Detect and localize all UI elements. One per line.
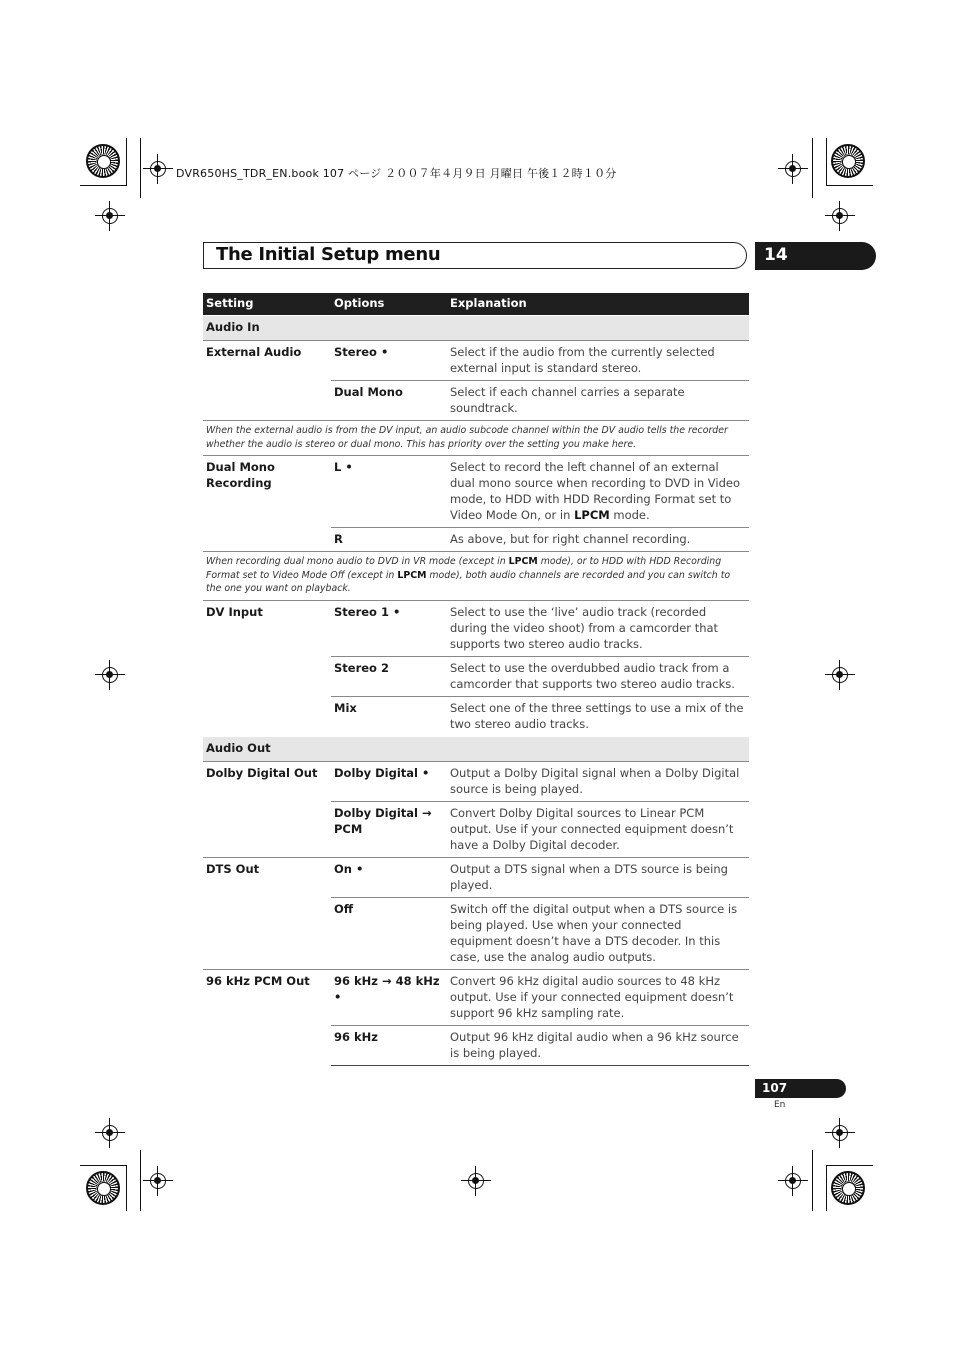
note-text: When the external audio is from the DV input, an audio subcode channel within the DV audio tells the recorder whether the audio is stereo or dual mono. This has priority over the setting you make here. xyxy=(203,421,749,456)
setting-name: 96 kHz PCM Out xyxy=(203,969,331,1065)
option-explanation: As above, but for right channel recording. xyxy=(447,528,749,552)
registration-burst-bottom-left xyxy=(86,1171,120,1205)
table-row xyxy=(203,600,749,656)
option-explanation xyxy=(447,456,749,528)
note-bold: LPCM xyxy=(397,569,427,581)
note-text xyxy=(203,552,749,601)
section-row-audio-in xyxy=(203,316,749,341)
setting-name: Dolby Digital Out xyxy=(206,765,318,780)
setting-name: DTS Out xyxy=(203,857,331,969)
option-explanation: Convert 96 kHz digital audio sources to 48 kHz output. Use if your connected equipment doesn’t support 96 kHz sampling rate. xyxy=(447,969,749,1025)
note-part: When recording dual mono audio to DVD in VR mode (except in xyxy=(206,556,506,567)
crosshair-mark xyxy=(150,161,166,177)
table-row xyxy=(203,341,749,381)
explanation-text: mode. xyxy=(613,508,650,522)
explanation-text: Select to record the left channel of an external dual mono source when recording to DVD in Video mode, to HDD with HDD Recording Format set to Video Mode On, or in xyxy=(450,460,741,522)
registration-burst-top-left xyxy=(86,144,120,178)
option-label: Off xyxy=(331,897,447,969)
page-number-tab: 107 xyxy=(755,1079,846,1098)
crop-mark xyxy=(826,138,827,186)
option-label: Dual Mono xyxy=(331,381,447,421)
crosshair-mark xyxy=(102,1125,118,1141)
option-explanation: Convert Dolby Digital sources to Linear PCM output. Use if your connected equipment doesn’t have a Dolby Digital decoder. xyxy=(447,801,749,857)
table-row xyxy=(203,761,749,801)
note-row xyxy=(203,552,749,601)
section-label: Audio Out xyxy=(203,736,749,761)
option-label: 96 kHz → 48 kHz • xyxy=(331,969,447,1025)
table-row xyxy=(203,456,749,528)
option-label: Mix xyxy=(331,696,447,736)
option-label: 96 kHz xyxy=(331,1025,447,1065)
setting-name: External Audio xyxy=(206,345,302,359)
crop-mark xyxy=(80,1165,127,1166)
crop-mark xyxy=(826,185,873,186)
page-title: The Initial Setup menu xyxy=(216,244,441,265)
crosshair-mark xyxy=(785,1173,801,1189)
option-explanation: Select to use the overdubbed audio track from a camcorder that supports two stereo audio tracks. xyxy=(447,656,749,696)
option-explanation: Select to use the ‘live’ audio track (recorded during the video shoot) from a camcorder that supports two stereo audio tracks. xyxy=(447,600,749,656)
crop-mark xyxy=(140,138,141,198)
registration-burst-top-right xyxy=(831,144,865,178)
crosshair-mark xyxy=(150,1173,166,1189)
table-row xyxy=(203,857,749,897)
option-label: R xyxy=(331,528,447,552)
header-setting: Setting xyxy=(203,293,331,316)
crop-mark xyxy=(812,1150,813,1211)
note-part: mode), or to HDD with HDD Recording Format set to Video Mode Off (except in xyxy=(206,556,722,581)
crosshair-mark xyxy=(468,1173,484,1189)
option-explanation: Select if each channel carries a separate soundtrack. xyxy=(447,381,749,421)
crosshair-mark xyxy=(832,667,848,683)
option-explanation: Output a Dolby Digital signal when a Dolby Digital source is being played. xyxy=(450,765,740,796)
crop-mark xyxy=(826,1165,827,1211)
section-row-audio-out xyxy=(203,736,749,761)
option-label: Stereo 1 • xyxy=(331,600,447,656)
option-label: Stereo 2 xyxy=(331,656,447,696)
crop-mark xyxy=(126,1165,127,1211)
option-label: L • xyxy=(331,456,447,528)
note-row xyxy=(203,421,749,456)
header-explanation: Explanation xyxy=(447,293,749,316)
crosshair-mark xyxy=(102,667,118,683)
settings-table xyxy=(203,293,749,1066)
option-label: Dolby Digital → PCM xyxy=(331,801,447,857)
option-explanation: Select if the audio from the currently selected external input is standard stereo. xyxy=(450,345,715,375)
explanation-bold: LPCM xyxy=(574,508,610,522)
crop-mark xyxy=(140,1150,141,1211)
crop-mark xyxy=(826,1165,873,1166)
option-explanation: Select one of the three settings to use a mix of the two stereo audio tracks. xyxy=(447,696,749,736)
note-bold: LPCM xyxy=(508,556,538,567)
option-explanation: Switch off the digital output when a DTS source is being played. Use when your connected equipment doesn’t have a DTS decoder. In this case, use the analog audio outputs. xyxy=(447,897,749,969)
crosshair-mark xyxy=(102,208,118,224)
language-label: En xyxy=(774,1100,786,1110)
crop-mark xyxy=(812,138,813,198)
crosshair-mark xyxy=(785,161,801,177)
crosshair-mark xyxy=(832,1125,848,1141)
option-explanation: Output 96 kHz digital audio when a 96 kHz source is being played. xyxy=(447,1025,749,1065)
crop-mark xyxy=(80,185,127,186)
option-label: Dolby Digital • xyxy=(334,765,430,780)
option-label: Stereo • xyxy=(334,345,389,359)
option-explanation: Output a DTS signal when a DTS source is being played. xyxy=(447,857,749,897)
setting-name: Dual Mono Recording xyxy=(203,456,331,552)
setting-name: DV Input xyxy=(203,600,331,736)
section-label: Audio In xyxy=(203,316,749,341)
table-row xyxy=(203,969,749,1025)
option-label: On • xyxy=(331,857,447,897)
chapter-number-tab: 14 xyxy=(755,242,876,270)
crosshair-mark xyxy=(832,208,848,224)
table-header-row xyxy=(203,293,749,316)
crop-mark xyxy=(126,138,127,186)
title-bar xyxy=(203,242,747,269)
header-options: Options xyxy=(331,293,447,316)
note-part: mode), both audio channels are recorded and you can switch to the one you want on playback. xyxy=(206,569,731,594)
registration-burst-bottom-right xyxy=(831,1171,865,1205)
file-header: DVR650HS_TDR_EN.book 107 ページ ２００７年４月９日 月曜日 午後１２時１０分 xyxy=(176,167,617,180)
